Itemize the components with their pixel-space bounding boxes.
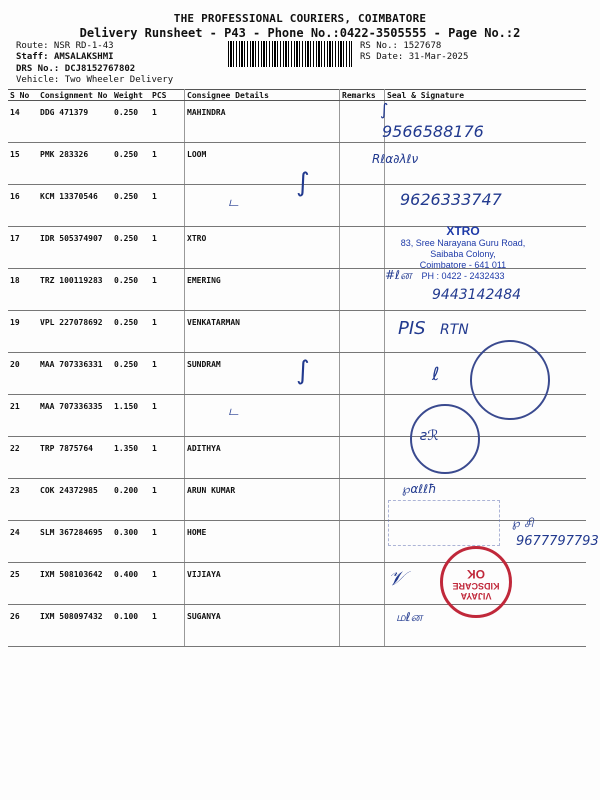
cell-sno: 14: [8, 101, 38, 143]
cell-sno: 26: [8, 605, 38, 647]
cell-pcs: 1: [150, 437, 185, 479]
cell-pcs: 1: [150, 143, 185, 185]
pis-note: PIS: [398, 318, 426, 339]
table-row: [8, 605, 586, 647]
sig-row20: ℓ: [432, 364, 440, 385]
cell-remarks: [340, 185, 385, 227]
cell-sno: 22: [8, 437, 38, 479]
phone-handwritten-2: 9626333747: [400, 190, 502, 209]
cell-consignee: [185, 185, 340, 227]
drs-info: DRS No.: DCJ8152767802: [16, 64, 136, 74]
cell-weight: 0.100: [112, 605, 150, 647]
rtn-note: RTN: [440, 322, 469, 338]
cell-consignee: EMERING: [185, 269, 340, 311]
cell-remarks: [340, 479, 385, 521]
cell-weight: 0.400: [112, 563, 150, 605]
cell-sno: 17: [8, 227, 38, 269]
table-row: [8, 437, 586, 479]
cell-pcs: 1: [150, 269, 185, 311]
sig-row26: மℓன: [396, 610, 423, 624]
cell-sno: 16: [8, 185, 38, 227]
cell-consignee: VIJIAYA: [185, 563, 340, 605]
company-name: THE PROFESSIONAL COURIERS, COIMBATORE: [173, 12, 427, 25]
vehicle-info: Vehicle: Two Wheeler Delivery: [16, 75, 174, 85]
cell-weight: 0.250: [112, 269, 150, 311]
round-stamp-1: [470, 340, 550, 420]
phone-handwritten-1: 9566588176: [382, 122, 484, 141]
cell-sno: 23: [8, 479, 38, 521]
cell-consignment-no: IXM 508103642: [38, 563, 112, 605]
runsheet-title: Delivery Runsheet - P43 - Phone No.:0422-3505555 - Page No.:2: [79, 26, 521, 40]
rs-number: RS No.: 1527678: [360, 41, 442, 51]
kidscare-stamp: VIJAYA KIDSCARE OK: [440, 546, 512, 618]
cell-sno: 21: [8, 395, 38, 437]
staff-info: Staff: AMSALAKSHMI: [16, 52, 114, 62]
col-consignment: Consignment No: [38, 90, 112, 101]
col-pcs: PCS: [150, 90, 185, 101]
sig-row18: #ℓன: [385, 268, 412, 282]
mark-row21: ட: [228, 404, 239, 419]
cell-pcs: 1: [150, 479, 185, 521]
col-sno: S No: [8, 90, 38, 101]
cell-weight: 1.150: [112, 395, 150, 437]
cell-pcs: 1: [150, 101, 185, 143]
cell-consignee: ARUN KUMAR: [185, 479, 340, 521]
sig-row23: ℘αℓℓħ: [402, 482, 437, 496]
cell-consignment-no: COK 24372985: [38, 479, 112, 521]
phone-handwritten-4: 9677797793: [516, 534, 599, 549]
cell-consignee: XTRO: [185, 227, 340, 269]
cell-pcs: 1: [150, 605, 185, 647]
cell-consignee: VENKATARMAN: [185, 311, 340, 353]
cell-remarks: [340, 227, 385, 269]
cell-sno: 25: [8, 563, 38, 605]
cell-consignment-no: KCM 13370546: [38, 185, 112, 227]
route-info: Route: NSR RD-1-43: [16, 41, 114, 51]
cell-consignment-no: SLM 367284695: [38, 521, 112, 563]
cell-consignee: [185, 395, 340, 437]
cell-consignment-no: PMK 283326: [38, 143, 112, 185]
cell-remarks: [340, 101, 385, 143]
col-signature: Seal & Signature: [385, 90, 587, 101]
cell-remarks: [340, 311, 385, 353]
cell-consignee: SUNDRAM: [185, 353, 340, 395]
sig-row22: ƨℛ: [420, 428, 439, 444]
cell-consignment-no: IDR 505374907: [38, 227, 112, 269]
cell-pcs: 1: [150, 353, 185, 395]
cell-sno: 15: [8, 143, 38, 185]
col-consignee: Consignee Details: [185, 90, 340, 101]
cell-sno: 18: [8, 269, 38, 311]
sig-row25: 𝒱: [388, 566, 405, 590]
cell-pcs: 1: [150, 521, 185, 563]
cell-weight: 0.250: [112, 143, 150, 185]
cell-sno: 20: [8, 353, 38, 395]
cell-consignment-no: TRZ 100119283: [38, 269, 112, 311]
cell-consignment-no: DDG 471379: [38, 101, 112, 143]
cell-consignee: MAHINDRA: [185, 101, 340, 143]
xtro-stamp: XTRO 83, Sree Narayana Guru Road, Saibaba Colony, Coimbatore - 641 011 PH : 0422 - 2432433: [400, 224, 526, 281]
cell-weight: 0.250: [112, 185, 150, 227]
cell-consignment-no: MAA 707336331: [38, 353, 112, 395]
cell-remarks: [340, 437, 385, 479]
cell-weight: 0.250: [112, 353, 150, 395]
cell-weight: 0.300: [112, 521, 150, 563]
faint-stamp: [388, 500, 500, 546]
cell-consignment-no: MAA 707336335: [38, 395, 112, 437]
sig-row15: Rℓα∂λℓν: [372, 152, 419, 166]
mark-row16: ட: [228, 195, 239, 210]
cell-consignment-no: TRP 7875764: [38, 437, 112, 479]
cell-remarks: [340, 605, 385, 647]
cell-consignee: ADITHYA: [185, 437, 340, 479]
cell-weight: 0.250: [112, 101, 150, 143]
cell-pcs: 1: [150, 395, 185, 437]
cell-consignee: SUGANYA: [185, 605, 340, 647]
phone-handwritten-3: 9443142484: [432, 287, 522, 303]
sig-row21: ∫: [296, 356, 310, 386]
sig-row14: ∫: [380, 100, 389, 119]
cell-sno: 19: [8, 311, 38, 353]
cell-remarks: [340, 563, 385, 605]
cell-consignee: HOME: [185, 521, 340, 563]
cell-remarks: [340, 353, 385, 395]
cell-consignment-no: VPL 227078692: [38, 311, 112, 353]
col-remarks: Remarks: [340, 90, 385, 101]
cell-pcs: 1: [150, 311, 185, 353]
cell-weight: 0.200: [112, 479, 150, 521]
cell-remarks: [340, 395, 385, 437]
cell-pcs: 1: [150, 227, 185, 269]
cell-weight: 0.250: [112, 311, 150, 353]
table-row: [8, 101, 586, 143]
staff-name: AMSALAKSHMI: [53, 52, 114, 62]
cell-pcs: 1: [150, 563, 185, 605]
sig-row24: ℘ சி: [512, 516, 534, 530]
sig-row16: ∫: [296, 168, 310, 198]
cell-consignee: LOOM: [185, 143, 340, 185]
cell-weight: 0.250: [112, 227, 150, 269]
cell-pcs: 1: [150, 185, 185, 227]
cell-consignment-no: IXM 508097432: [38, 605, 112, 647]
col-weight: Weight: [112, 90, 150, 101]
cell-sno: 24: [8, 521, 38, 563]
cell-remarks: [340, 269, 385, 311]
drs-number: DCJ8152767802: [64, 64, 136, 74]
table-header-row: [8, 90, 586, 101]
cell-weight: 1.350: [112, 437, 150, 479]
barcode: [228, 41, 352, 67]
cell-remarks: [340, 521, 385, 563]
rs-date: RS Date: 31-Mar-2025: [360, 52, 469, 62]
